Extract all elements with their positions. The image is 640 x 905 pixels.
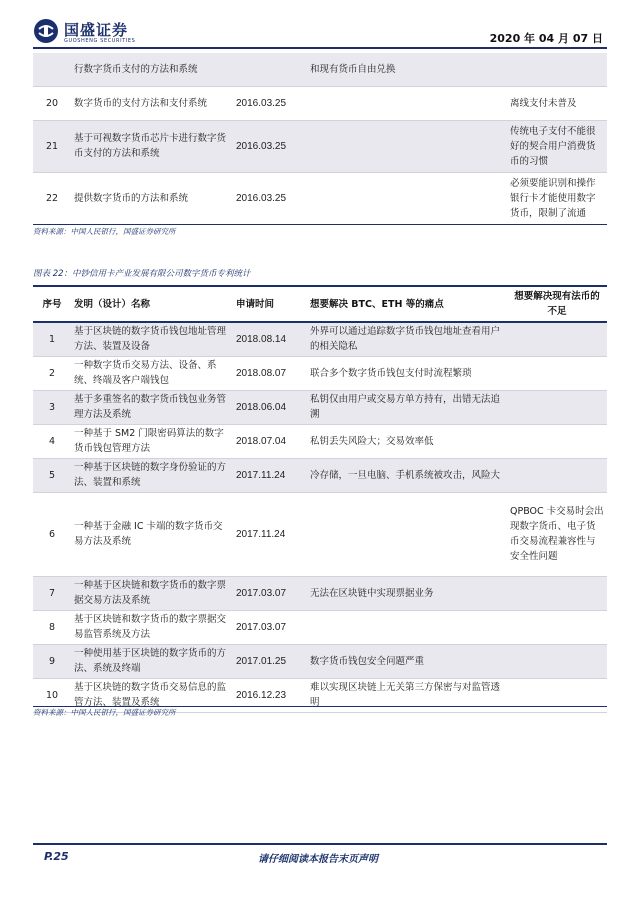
fiat-gap	[507, 390, 607, 424]
row-number: 8	[48, 621, 56, 633]
application-date: 2017.01.25	[233, 644, 307, 678]
table-row	[33, 644, 607, 678]
pain-point	[307, 492, 507, 576]
row-number: 9	[33, 644, 71, 678]
footer-divider	[33, 843, 607, 845]
patent-table	[33, 285, 607, 713]
table-row	[33, 86, 607, 120]
application-date: 2016.12.23	[236, 689, 287, 701]
source-divider	[33, 224, 607, 225]
table-row	[33, 492, 607, 576]
figure-caption: 图表 22：中钞信用卡产业发展有限公司数字货币专利统计	[33, 269, 251, 279]
footer-disclaimer: 请仔细阅读本报告末页声明	[258, 854, 378, 865]
fiat-gap	[507, 322, 607, 356]
table-header-row	[33, 286, 607, 322]
header-fiat-gap: 想要解决现有法币的不足	[514, 291, 600, 317]
application-date: 2018.07.04	[236, 435, 287, 447]
table-row	[33, 390, 607, 424]
pain-point	[307, 172, 507, 224]
patent-title: 提供数字货币的方法和系统	[74, 192, 189, 204]
pain-point	[307, 610, 507, 644]
fiat-gap: 离线支付未普及	[510, 97, 577, 109]
row-number: 4	[48, 435, 56, 447]
table-row	[33, 424, 607, 458]
pain-point: 外界可以通过追踪数字货币钱包地址查看用户的相关隐私	[307, 322, 507, 356]
application-date	[233, 53, 307, 86]
fiat-gap	[507, 576, 607, 610]
fiat-gap	[507, 458, 607, 492]
fiat-gap: QPBOC 卡交易时会出现数字货币、电子货币交易流程兼容性与安全性问题	[510, 506, 604, 562]
pain-point	[307, 120, 507, 172]
header-title: 发明（设计）名称	[74, 298, 151, 310]
pain-point: 联合多个数字货币钱包支付时流程繁琐	[310, 367, 472, 379]
page-header	[0, 0, 640, 50]
report-date: 2020 年 04 月 07 日	[489, 32, 603, 45]
pain-point: 私钥丢失风险大；交易效率低	[310, 435, 434, 447]
application-date: 2018.06.04	[233, 390, 307, 424]
patent-title: 基于区块链的数字货币交易信息的监管方法、装置及系统	[74, 682, 227, 708]
fiat-gap	[507, 356, 607, 390]
application-date: 2017.11.24	[233, 458, 307, 492]
row-number: 3	[33, 390, 71, 424]
application-date: 2017.11.24	[236, 528, 286, 540]
pain-point	[307, 86, 507, 120]
header-number: 序号	[42, 298, 62, 310]
pain-point: 冷存储，一旦电脑、手机系统被攻击，风险大	[307, 458, 507, 492]
application-date: 2016.03.25	[233, 120, 307, 172]
fiat-gap: 必须要能识别和操作银行卡才能使用数字货币，限制了流通	[510, 177, 596, 219]
patent-title: 一种基于区块链和数字货币的数字票据交易方法及系统	[71, 576, 233, 610]
row-number: 2	[48, 367, 56, 379]
header-divider	[33, 47, 607, 49]
pain-point: 数字货币钱包安全问题严重	[307, 644, 507, 678]
pain-point: 和现有货币自由兑换	[307, 53, 507, 86]
row-number: 22	[45, 192, 59, 204]
row-number: 21	[33, 120, 71, 172]
patent-title: 一种基于 SM2 门限密码算法的数字货币钱包管理方法	[74, 428, 224, 454]
patent-title: 一种数字货币交易方法、设备、系统、终端及客户端钱包	[74, 360, 217, 386]
application-date: 2017.03.07	[233, 576, 307, 610]
table-row	[33, 576, 607, 610]
pain-point: 私钥仅由用户或交易方单方持有，出错无法追溯	[307, 390, 507, 424]
row-number: 5	[33, 458, 71, 492]
row-number	[33, 53, 71, 86]
header-date: 申请时间	[236, 298, 275, 310]
application-date: 2016.03.25	[236, 97, 287, 109]
brand-logo	[33, 18, 163, 46]
patent-table-continued	[33, 53, 607, 225]
header-pain-point: 想要解决 BTC、ETH 等的痛点	[310, 298, 444, 310]
patent-title: 基于区块链的数字货币钱包地址管理方法、装置及设备	[71, 322, 233, 356]
table-row	[33, 53, 607, 86]
patent-title: 基于区块链和数字货币的数字票据交易监管系统及方法	[74, 614, 227, 640]
table-row	[33, 610, 607, 644]
fiat-gap	[507, 53, 607, 86]
application-date: 2016.03.25	[236, 192, 287, 204]
fiat-gap: 传统电子支付不能很好的契合用户消费货币的习惯	[507, 120, 607, 172]
application-date: 2017.03.07	[236, 621, 287, 633]
pain-point: 无法在区块链中实现票据业务	[307, 576, 507, 610]
row-number: 1	[33, 322, 71, 356]
table-source: 资料来源：中国人民银行，国盛证券研究所	[33, 708, 176, 717]
pain-point: 难以实现区块链上无关第三方保密与对监管透明	[310, 682, 501, 708]
application-date: 2018.08.07	[236, 367, 287, 379]
patent-title: 行数字货币支付的方法和系统	[71, 53, 233, 86]
patent-title: 一种基于金融 IC 卡端的数字货币交易方法及系统	[74, 521, 223, 547]
fiat-gap	[507, 424, 607, 458]
patent-title: 一种使用基于区块链的数字货币的方法、系统及终端	[71, 644, 233, 678]
table-row	[33, 172, 607, 224]
table-row	[33, 120, 607, 172]
row-number: 7	[33, 576, 71, 610]
brand-name: 国盛证券	[64, 21, 129, 39]
row-number: 6	[48, 528, 56, 540]
row-number: 20	[45, 97, 59, 109]
patent-title: 基于多重签名的数字货币钱包业务管理方法及系统	[71, 390, 233, 424]
table-source: 资料来源：中国人民银行，国盛证券研究所	[33, 227, 176, 236]
row-number: 10	[45, 689, 59, 701]
patent-title: 数字货币的支付方法和支付系统	[74, 97, 208, 109]
fiat-gap	[507, 644, 607, 678]
page-number: P.25	[44, 850, 69, 863]
patent-title: 一种基于区块链的数字身份验证的方法、装置和系统	[71, 458, 233, 492]
table-row	[33, 458, 607, 492]
table-row	[33, 322, 607, 356]
guosheng-logo-icon	[33, 18, 59, 44]
fiat-gap	[507, 610, 607, 644]
application-date: 2018.08.14	[233, 322, 307, 356]
table-row	[33, 356, 607, 390]
brand-subtitle: GUOSHENG SECURITIES	[64, 38, 136, 44]
patent-title: 基于可视数字货币芯片卡进行数字货币支付的方法和系统	[71, 120, 233, 172]
